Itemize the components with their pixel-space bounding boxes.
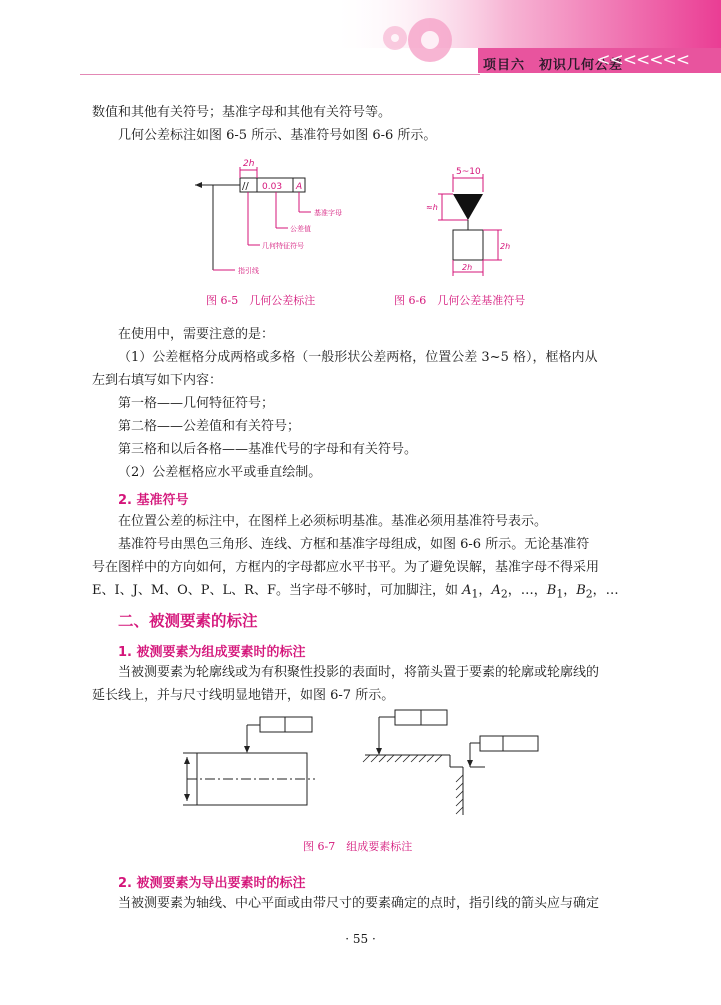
figure-6-7 [165, 705, 555, 830]
subscript: 1 [556, 587, 564, 601]
dim-box-vertical: 2h [500, 242, 511, 251]
math-var: A [491, 583, 501, 598]
page-header [0, 0, 721, 82]
body-line: 当被测要素为轴线、中心平面或由带尺寸的要素确定的点时，指引线的箭头应与确定 [118, 896, 600, 911]
dim-box-horizontal: 2h [462, 263, 473, 272]
subheading: 2. 被测要素为导出要素时的标注 [118, 876, 306, 891]
body-line: 第三格和以后各格——基准代号的字母和有关符号。 [118, 442, 418, 457]
label-leader: 指引线 [238, 267, 259, 275]
body-line: 延长线上，并与尺寸线明显地错开，如图 6-7 所示。 [92, 688, 395, 703]
body-line: 数值和其他有关符号；基准字母和其他有关符号等。 [92, 105, 392, 120]
body-text: ，… [592, 583, 619, 598]
body-line: （1）公差框格分成两格或多格（一般形状公差两格，位置公差 3~5 格），框格内从 [118, 350, 598, 365]
body-line: 在使用中，需要注意的是： [118, 327, 275, 342]
label-characteristic: 几何特征符号 [262, 242, 304, 250]
subheading: 2. 基准符号 [118, 493, 189, 508]
label-tolerance: 公差值 [290, 225, 311, 233]
symbol-parallel: // [242, 181, 249, 192]
body-line: 当被测要素为轮廓线或为有积聚性投影的表面时，将箭头置于要素的轮廓或轮廓线的 [118, 665, 600, 680]
figure-caption: 图 6-5 几何公差标注 [206, 294, 316, 307]
separator: ， [533, 583, 547, 598]
tolerance-value: 0.03 [262, 182, 283, 192]
subscript: 2 [585, 587, 593, 601]
body-line: 基准符号由黑色三角形、连线、方框和基准字母组成，如图 6-6 所示。无论基准符 [118, 537, 590, 552]
datum-triangle [453, 194, 483, 220]
header-arrows: <<<<<<< [596, 50, 689, 70]
ellipsis: … [520, 583, 534, 598]
body-line: 第一格——几何特征符号； [118, 396, 275, 411]
subheading: 1. 被测要素为组成要素时的标注 [118, 645, 306, 660]
separator: ， [478, 583, 492, 598]
figure-6-5 [180, 150, 380, 285]
page-number: · 55 · [345, 932, 376, 946]
body-line [92, 582, 619, 604]
subscript: 1 [471, 587, 479, 601]
chapter-title: 项目六 初识几何公差 [482, 58, 623, 73]
figure-6-6 [420, 162, 520, 287]
body-text: E、I、J、M、O、P、L、R、F。当字母不够时，可加脚注，如 [92, 583, 463, 598]
math-var: B [576, 583, 586, 598]
body-line: 在位置公差的标注中，在图样上必须标明基准。基准必须用基准符号表示。 [118, 514, 548, 529]
subscript: 2 [500, 587, 508, 601]
body-line: 几何公差标注如图 6-5 所示、基准符号如图 6-6 所示。 [118, 128, 437, 143]
dim-approx-h: ≈h [426, 203, 438, 212]
header-rule [80, 74, 480, 75]
body-line: 号在图样中的方向如何，方框内的字母都应水平书平。为了避免误解，基准字母不得采用 [92, 560, 600, 575]
figure-caption: 图 6-7 组成要素标注 [303, 840, 413, 853]
dim-2h: 2h [243, 159, 255, 169]
body-line: （2）公差框格应水平或垂直绘制。 [118, 465, 322, 480]
math-var: A [462, 583, 472, 598]
body-line: 第二格——公差值和有关符号； [118, 419, 301, 434]
section-heading: 二、被测要素的标注 [118, 612, 258, 630]
separator: ， [563, 583, 577, 598]
math-var: B [546, 583, 557, 598]
dim-5-10: 5~10 [456, 167, 481, 177]
figure-caption: 图 6-6 几何公差基准符号 [394, 294, 526, 307]
datum-letter: A [296, 182, 303, 192]
body-line: 左到右填写如下内容： [92, 373, 223, 388]
label-datum-letter: 基准字母 [314, 209, 342, 217]
separator: ， [507, 583, 521, 598]
